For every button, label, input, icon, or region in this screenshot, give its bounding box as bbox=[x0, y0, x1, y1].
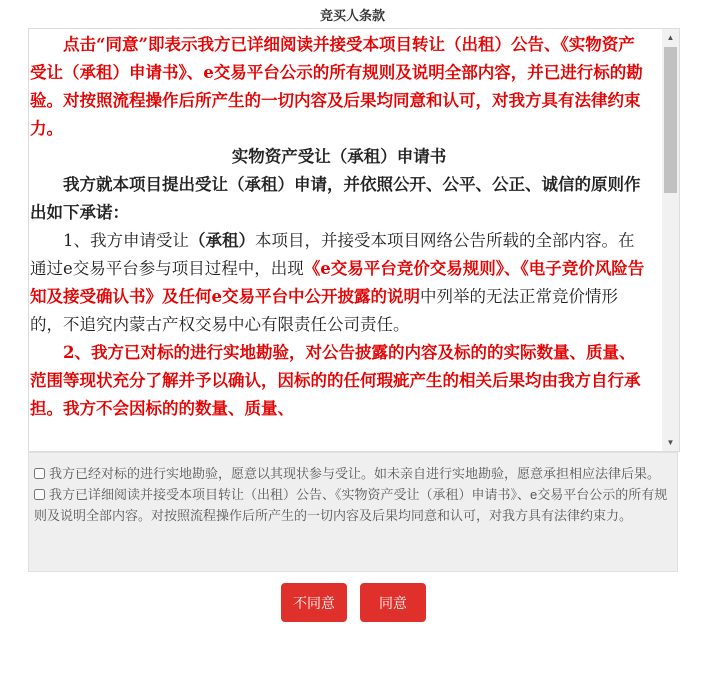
terms-content bbox=[30, 31, 648, 449]
terms-item-1-suffix: 中列举的无法正常竞价情形的，不追究内蒙古产权交易中心有限责任公司责任。 bbox=[30, 287, 618, 334]
terms-intro: 点击“同意”即表示我方已详细阅读并接受本项目转让（出租）公告、《实物资产受让（承租）申请书》、e交易平台公示的所有规则及说明全部内容，并已进行标的勘验。对按照流程操作后所产生的一切内容及后果均同意和认可，对我方具有法律约束力。 bbox=[30, 35, 643, 138]
agreement-label-1: 我方已经对标的进行实地勘验，愿意以其现状参与受让。如未亲自进行实地勘验，愿意承担相应法律后果。 bbox=[49, 466, 661, 481]
terms-item-2: 2、我方已对标的进行实地勘验，对公告披露的内容及标的的实际数量、质量、范围等现状充分了解并予以确认，因标的的任何瑕疵产生的相关后果均由我方自行承担。我方不会因标的的数量、质量、 bbox=[30, 343, 641, 418]
agreement-option-1 bbox=[34, 463, 671, 484]
terms-scroll-area[interactable] bbox=[28, 28, 680, 452]
terms-item-1-rules: 《e交易平台竞价交易规则》、《电子竞价风险告知及接受确认书》及任何e交易平台中公开披露的说明 bbox=[30, 259, 645, 306]
agree-button[interactable]: 同意 bbox=[360, 583, 426, 622]
terms-item-1-bold: （承租） bbox=[189, 231, 255, 250]
scroll-up-icon[interactable]: ▲ bbox=[666, 33, 675, 42]
scroll-thumb[interactable] bbox=[664, 47, 677, 193]
disagree-button[interactable]: 不同意 bbox=[281, 583, 347, 622]
agreement-checkbox-2[interactable] bbox=[34, 489, 45, 500]
scroll-down-icon[interactable]: ▼ bbox=[666, 438, 675, 447]
terms-item-1-mid: 本项目，并接受本项目网络公告所载的全部内容。在通过e交易平台参与项目过程中，出现 bbox=[30, 231, 635, 278]
terms-pledge-intro: 我方就本项目提出受让（承租）申请，并依照公开、公平、公正、诚信的原则作出如下承诺： bbox=[30, 175, 641, 222]
agreement-label-2: 我方已详细阅读并接受本项目转让（出租）公告、《实物资产受让（承租）申请书》、e交易平台公示的所有规则及说明全部内容。对按照流程操作后所产生的一切内容及后果均同意和认可，对我方具有法律约束力。 bbox=[34, 487, 668, 523]
terms-item-1-prefix: 1、我方申请受让 bbox=[63, 231, 189, 250]
dialog-title: 竞买人条款 bbox=[319, 8, 385, 23]
terms-scrollbar[interactable] bbox=[662, 29, 679, 451]
agreement-option-2 bbox=[34, 484, 671, 526]
terms-doc-title: 实物资产受让（承租）申请书 bbox=[231, 147, 447, 166]
agreement-checkbox-1[interactable] bbox=[34, 468, 45, 479]
terms-item-1 bbox=[30, 227, 648, 339]
agreement-panel bbox=[28, 452, 678, 572]
